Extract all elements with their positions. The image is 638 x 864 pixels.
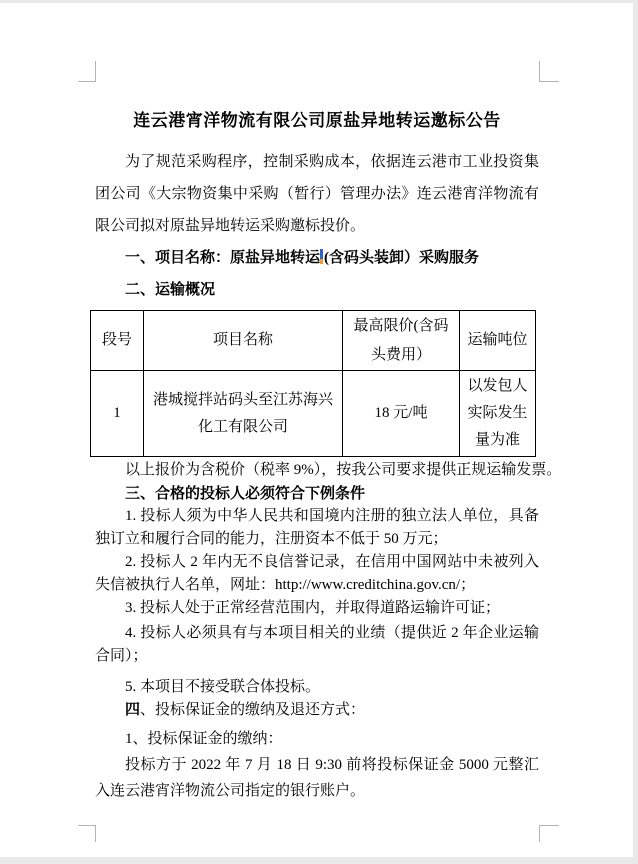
section-1-heading [95, 242, 539, 274]
bidder-condition-item: 5. 本项目不接受联合体投标。 [125, 679, 321, 695]
bidder-condition-item: 1. 投标人须为中华人民共和国境内注册的独立法人单位，具备独订立和履行合同的能力，注册资本不低于 50 万元； [95, 508, 539, 547]
bidder-condition-item: 4. 投标人必须具有与本项目相关的业绩（提供近 2 年企业运输合同）； [95, 625, 539, 664]
text-boundary-mark-bottom-left [78, 825, 96, 842]
tax-note-line: 以上报价为含税价（税率 9%），按我公司要求提供正规运输发票。 [125, 462, 562, 478]
intro-paragraph: 为了规范采购程序，控制采购成本，依据连云港市工业投资集团公司《大宗物资集中采购（暂行）管理办法》连云港宵洋物流有限公司拟对原盐异地转运采购邀标投价。 [95, 154, 539, 234]
table-header-row [91, 311, 536, 371]
section-4-heading [95, 699, 539, 722]
bidder-condition-item: 2. 投标人 2 年内无不良信誉记录，在信用中国网站中未被列入失信被执行人名单，网址：http://www.creditchina.gov.cn/； [95, 554, 539, 593]
table-cell-price-cap: 18 元/吨 [343, 371, 460, 457]
text-boundary-mark-top-right [539, 61, 559, 82]
section-4-heading-text: 、投标保证金的缴纳及退还方式： [140, 702, 366, 718]
table-row [91, 371, 536, 457]
section-1-heading-post: (含码头装卸）采购服务 [324, 250, 480, 266]
section-4-heading-number: 四 [125, 702, 141, 718]
table-cell-project: 港城搅拌站码头至江苏海兴化工有限公司 [144, 371, 343, 457]
section-2-heading: 二、运输概况 [125, 282, 216, 298]
text-boundary-mark-bottom-right [539, 825, 559, 842]
section-3-heading: 三、合格的投标人必须符合下例条件 [125, 486, 366, 502]
section-4-sub-heading: 1、投标保证金的缴纳： [125, 731, 283, 747]
table-cell-tonnage: 以发包人实际发生量为准 [460, 371, 536, 457]
document-body [95, 81, 562, 819]
document-title: 连云港宵洋物流有限公司原盐异地转运邀标公告 [133, 111, 501, 130]
document-page [0, 3, 633, 857]
table-cell-segment: 1 [91, 371, 144, 457]
bidder-condition-item: 3. 投标人处于正常经营范围内，并取得道路运输许可证； [125, 600, 501, 616]
table-header-segment: 段号 [91, 311, 144, 371]
text-cursor-artifact [320, 249, 323, 264]
deposit-payment-paragraph: 投标方于 2022 年 7 月 18 日 9:30 前将投标保证金 5000 元整汇入连云港宵洋物流公司指定的银行账户。 [95, 757, 539, 799]
text-boundary-mark-top-left [78, 61, 96, 82]
section-1-heading-pre: 一、项目名称：原盐异地转运 [125, 250, 321, 266]
transport-overview-table [90, 310, 536, 457]
table-header-tonnage: 运输吨位 [460, 311, 536, 371]
table-header-price-cap: 最高限价(含码头费用） [343, 311, 460, 371]
table-header-project: 项目名称 [144, 311, 343, 371]
